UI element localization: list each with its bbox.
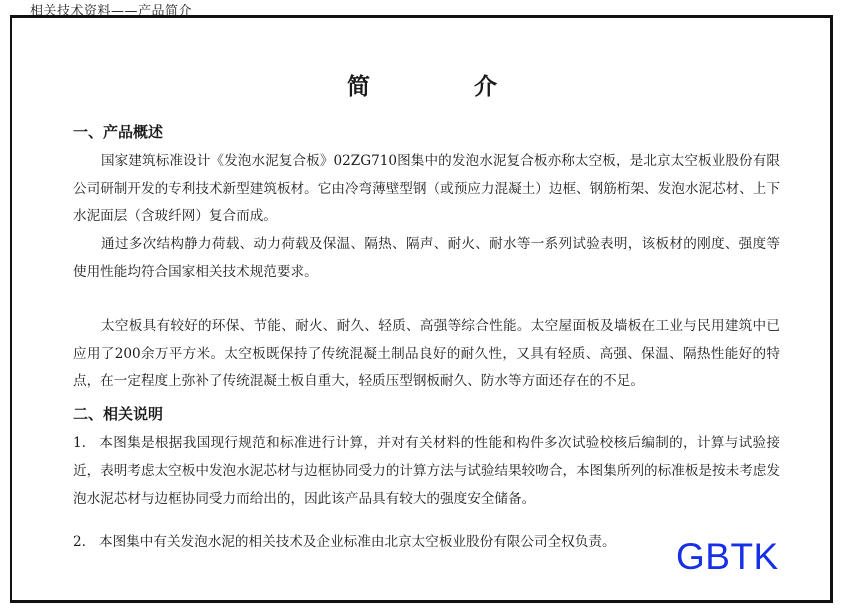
notes-item-2-number: 2.: [73, 534, 86, 550]
section-heading-overview: 一、产品概述: [73, 123, 164, 141]
notes-item-1: [73, 430, 780, 513]
notes-item-1-text: 本图集是根据我国现行规范和标准进行计算，并对有关材料的性能和构件多次试验校核后编制的，计算与试验接近，表明考虑太空板中发泡水泥芯材与边框协同受力的计算方法与试验结果较吻合，本图集所列的标准板是按未考虑发泡水泥芯材与边框协同受力而给出的，因此该产品具有较大的强度安全储备。: [73, 435, 780, 507]
gbtk-watermark: GBTK: [676, 536, 779, 577]
notes-item-2-text: 本图集中有关发泡水泥的相关技术及企业标准由北京太空板业股份有限公司全权负责。: [99, 534, 616, 550]
overview-paragraph-1: 国家建筑标准设计《发泡水泥复合板》02ZG710图集中的发泡水泥复合板亦称太空板，是北京太空板业股份有限公司研制开发的专利技术新型建筑板材。它由冷弯薄壁型钢（或预应力混凝土）边框、钢筋桁架、发泡水泥芯材、上下水泥面层（含玻纤网）复合而成。: [73, 153, 780, 224]
page-title: 简 介: [346, 74, 545, 100]
overview-paragraph-3: 太空板具有较好的环保、节能、耐火、耐久、轻质、高强等综合性能。太空屋面板及墙板在工业与民用建筑中已应用了200余万平方米。太空板既保持了传统混凝土制品良好的耐久性，又具有轻质、高强、保温、隔热性能好的特点，在一定程度上弥补了传统混凝土板自重大，轻质压型钢板耐久、防水等方面还存在的不足。: [73, 318, 780, 389]
page-frame: [10, 15, 833, 603]
overview-paragraph-2: 通过多次结构静力荷载、动力荷载及保温、隔热、隔声、耐火、耐水等一系列试验表明，该板材的刚度、强度等使用性能均符合国家相关技术规范要求。: [73, 236, 780, 280]
notes-item-1-number: 1.: [73, 435, 86, 451]
running-header: 相关技术资料——产品简介: [30, 4, 193, 19]
notes-item-2: [73, 529, 780, 557]
section-heading-notes: 二、相关说明: [73, 405, 164, 423]
